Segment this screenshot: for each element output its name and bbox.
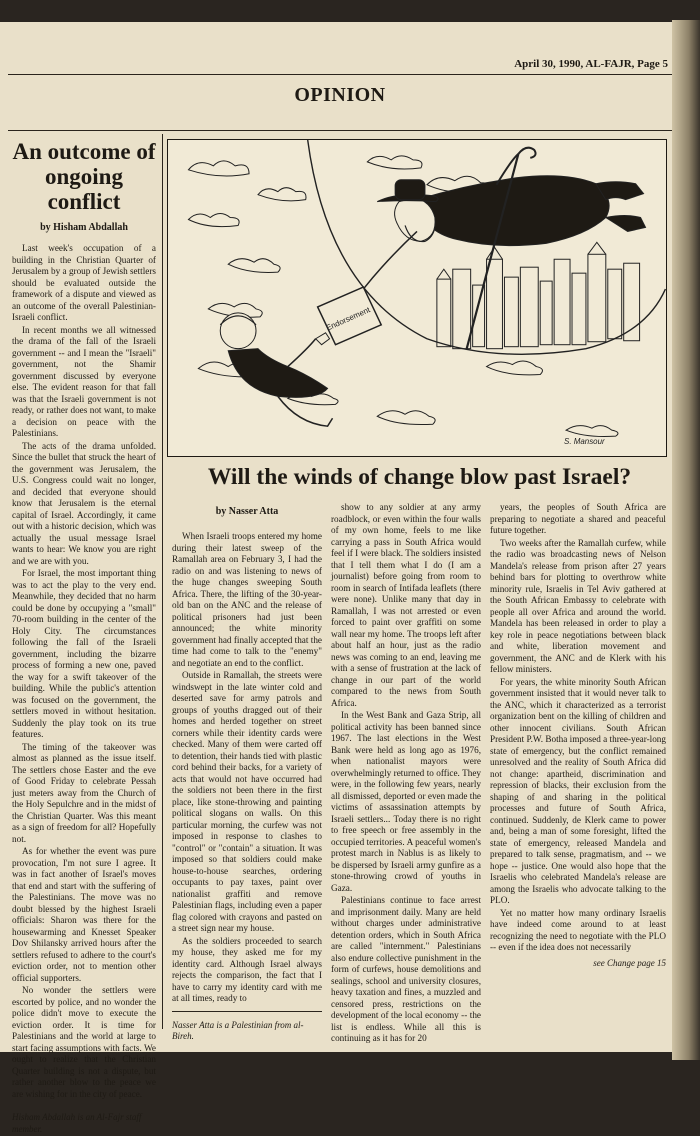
left-article [12, 140, 156, 1136]
paragraph: Yet no matter how many ordinary Israelis have indeed come around to at least recognizing the need to negotiate with the PLO -- even if the idea does not necessarily [490, 907, 666, 952]
main-byline: by Nasser Atta [215, 506, 279, 517]
credit-rule [172, 1011, 322, 1012]
left-body [12, 243, 156, 1100]
page-header: April 30, 1990, AL-FAJR, Page 5 [514, 58, 668, 70]
editorial-cartoon [167, 139, 667, 457]
main-column-1 [172, 502, 322, 1043]
header-rule [8, 74, 672, 75]
endorsement-sign: Endorsement [324, 305, 372, 333]
paragraph: Palestinians continue to face arrest and imprisonment daily. Many are held without charges under administrative detention orders, which in South Africa are called "internment." Palestinians also endure collective punishment in the form of curfews, house demolitions and sealings, school and university closures, heavy taxation and fines, a muzzled and censored press, restrictions on the development of the local economy -- the list is endless. While all this is continuing as it has for 20 [331, 895, 481, 1043]
paragraph: In recent months we all witnessed the drama of the fall of the Israeli government -- and I mean the "Israeli" government, not the Shamir government discussed by everyone else. The evident reason for that fall was that the Israeli government is not ready, or rather does not want, to make a decision on peace with the Palestinians. [12, 324, 156, 439]
column-divider [162, 134, 163, 1029]
paragraph: show to any soldier at any army roadblock, or even within the four walls of my own home, feels to me like carrying a pass in South Africa would feel if I were black. The soldiers insisted that I tell them what I do (I am a journalist) before going from room to room in search of Intifada leaflets (there were none). Unlike many that day in Ramallah, I was not arrested or even forced to paint over graffiti on some wall near my home. The troops left after about half an hour, just as the radio news was coming to an end, leaving me with a sense of frustration at the lack of change in our part of the world compared to the news from South Africa. [331, 502, 481, 708]
paragraph: In the West Bank and Gaza Strip, all political activity has been banned since 1967. The last elections in the West Bank were held as long ago as 1976, when nationalist mayors were overwhelmingly returned to office. They were, in the following few years, nearly all dismissed, deported or even made the victims of assassination attempts by Israeli settlers... Today there is no right to free speech or free assembly in the occupied territories. A peaceful women's protest march in Nablus is as likely to be dispersed by Israeli army gunfire as a stone-throwing crowd of youths in Gaza. [331, 710, 481, 893]
cartoonist-signature: S. Mansour [564, 437, 605, 447]
paragraph: As the soldiers proceeded to search my house, they asked me for my identity card. Although Israel always rejects the comparison, the fact that I have to carry my identity card with me at all times, ready to [172, 935, 322, 1003]
left-author-credit: Hisham Abdallah is an Al-Fajr staff member. [12, 1112, 142, 1135]
paragraph: The acts of the drama unfolded. Since the bullet that struck the heart of the government was Jerusalem, the U.S. Congress could wait no longer, and decided that everyone should know that Jerusalem is the eternal capital of Israel. Accordingly, it came out with a historic decision, which was actually the usual message Israel wants to hear: We know you are right and we are with you. [12, 440, 156, 566]
paragraph: years, the peoples of South Africa are preparing to negotiate a shared and peaceful future together. [490, 502, 666, 535]
left-headline: An outcome of ongoing conflict [12, 139, 156, 214]
main-author-credit: Nasser Atta is a Palestinian from al-Bireh. [172, 1019, 304, 1042]
paragraph: Two weeks after the Ramallah curfew, while the radio was broadcasting news of Nelson Mandela's release from prison after 27 years behind bars for plotting to overthrow white minority rule, Israelis in Tel Aviv gathered at the South African Embassy to celebrate with people all over Africa and around the world. Mandela has been released in order to play a key role in peace negotiations between black and white, liberation movement and government, the ANC and de Klerk with his fellow ministers. [490, 537, 666, 674]
book-spine [672, 20, 700, 1060]
paragraph: When Israeli troops entered my home during their latest sweep of the Ramallah area on February 3, I had the radio on and was listening to news of the huge changes sweeping South Africa. There, the lifting of the 30-year-old ban on the ANC and the release of political prisoners had just been announced; the white minority government had finally accepted that the time had come to talk to the "enemy" and negotiate an end to the conflict. [172, 531, 322, 668]
paragraph: No wonder the settlers were escorted by police, and no wonder the police didn't move to execute the eviction order. It is time for Palestinians and the world at large to start facing assumptions with facts. We ought to realize that the Christian Quarter building is not a dispute, but rather another blow to the peace we are wishing for in the city of peace. [12, 985, 156, 1099]
main-headline: Will the winds of change blow past Israel? [207, 464, 632, 490]
main-column-3 [490, 502, 666, 968]
left-byline: by Hisham Abdallah [40, 222, 128, 234]
continued-note: see Change page 15 [593, 957, 666, 968]
paragraph: As for whether the event was pure provocation, I'm not sure I agree. It was in fact another of Israel's moves that end and start with the suffering of the Palestinians. The move was no doubt blessed by the highest Israeli officials: Sharon was there for the housewarming and Knesset Speaker Dov Shilansky arrived hours after the settlers refused to adhere to the court's eviction order, not to mention other official supporters. [12, 846, 156, 983]
section-title: OPINION [294, 84, 386, 106]
paragraph: Last week's occupation of a building in the Christian Quarter of Jerusalem by a group of Jewish settlers should be evaluated outside the framework of a dispute and viewed as an outcome of the overall Palestinian-Israeli conflict. [12, 243, 156, 323]
paragraph: For years, the white minority South African government insisted that it would never talk to the ANC, which it characterized as a terrorist organization bent on the killing of children and other innocent civilians. South African President P.W. Botha imposed a three-year-long state of emergency, but the conflict remained unresolved and the reality of South Africa did not change: apartheid, discrimination and repression of blacks, their exclusion from the shaping of and sharing in the political processes and future of South Africa, continued. Suddenly, de Klerk came to power and, being a man of some foresight, lifted the state of emergency, released Mandela and prepared to talk sense, pragmatism, and -- we hope -- justice. One would also hope that the Israelis who celebrated Mandela's release are among the Israelis who advocate talking to the PLO. [490, 676, 666, 905]
section-rule [8, 130, 672, 131]
newspaper-page [0, 22, 680, 1135]
paragraph: The timing of the takeover was almost as planned as the issue itself. The settlers chose Easter and the eve of Good Friday to celebrate Pessah just meters away from the Church of the Holy Sepulchre and in the midst of the Christian Quarter. Was this meant as a sign of freedom for all? Hopefully not. [12, 741, 156, 844]
paragraph: For Israel, the most important thing was to act the play to the very end. Meanwhile, they decided that no harm could be done by occupying a "small" 70-room building in the center of the Holy City. The circumstances following the fall of the Israeli government, including the bizarre process of forming a new one, paved the way for a swift takeover of the building. While the public's attention was focused on the government, the settlers moved in without hesitation. Suddenly the play took on its true features. [12, 568, 156, 740]
cartoon-illustration [168, 140, 666, 456]
paragraph: Outside in Ramallah, the streets were windswept in the late winter cold and deserted save for army patrols and groups of youths dragged out of their homes and herded together on street corners while their identity cards were checked. Many of them were carted off to detention, their hands tied with plastic cord behind their backs, for a variety of acts that would not have occurred had the soldiers not been there in the first place, like stone-throwing and painting political slogans on walls. On this particular morning, the curfew was not imposed in response to clashes to "control" or "contain" a situation. It was imposed so that soldiers could make house-to-house searches, ordering occupants to pay taxes, paint over nationalist graffiti and remove Palestinian flags, including even a paper flag colored with crayons and pasted on a street sign near my house. [172, 670, 322, 933]
main-column-2 [331, 502, 481, 1046]
